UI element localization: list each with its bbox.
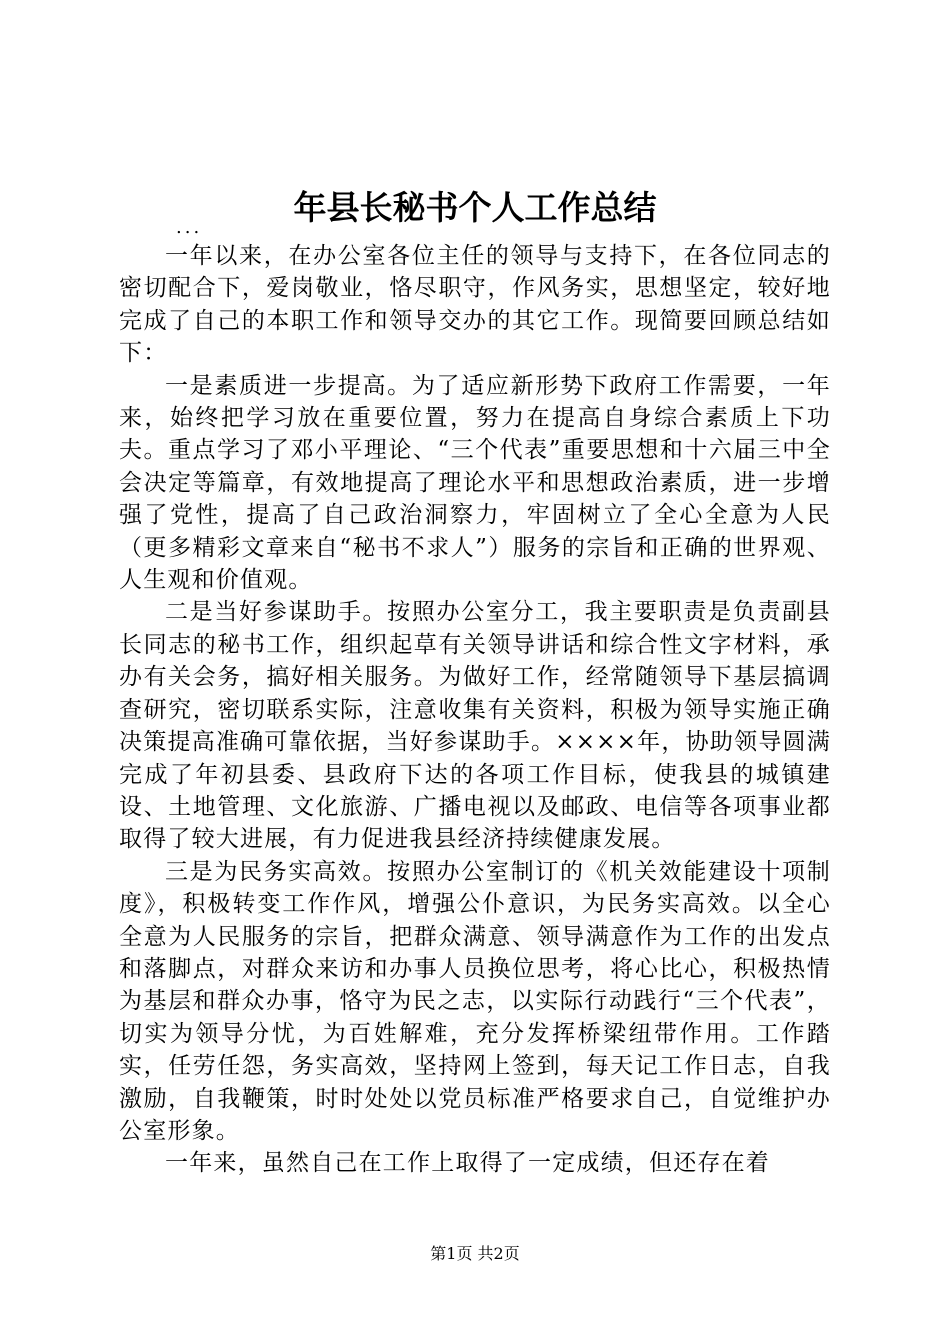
paragraph-intro: 一年以来，在办公室各位主任的领导与支持下，在各位同志的密切配合下，爱岗敬业，恪尽职守，作风务实，思想坚定，较好地完成了自己的本职工作和领导交办的其它工作。现简要回顾总结如下： [119,243,831,367]
paragraph-quality: 一是素质进一步提高。为了适应新形势下政府工作需要，一年来，始终把学习放在重要位置，努力在提高自身综合素质上下功夫。重点学习了邓小平理论、“三个代表”重要思想和十六届三中全会决定等篇章，有效地提高了理论水平和思想政治素质，进一步增强了党性，提高了自己政治洞察力，牢固树立了全心全意为人民（更多精彩文章来自“秘书不求人”）服务的宗旨和正确的世界观、人生观和价值观。 [119,372,831,594]
document-title: 年县长秘书个人工作总结 [293,188,657,227]
ellipsis-marker: ... [176,217,203,238]
paragraph-shortcomings: 一年来，虽然自己在工作上取得了一定成绩，但还存在着 [165,1150,770,1177]
page-number-footer: 第1页 共2页 [430,1244,520,1263]
paragraph-service: 三是为民务实高效。按照办公室制订的《机关效能建设十项制度》，积极转变工作作风，增强公仆意识，为民务实高效。以全心全意为人民服务的宗旨，把群众满意、领导满意作为工作的出发点和落脚点，对群众来访和办事人员换位思考，将心比心，积极热情为基层和群众办事，恪守为民之志，以实际行动践行“三个代表”，切实为领导分忧，为百姓解难，充分发挥桥梁纽带作用。工作踏实，任劳任怨，务实高效，坚持网上签到，每天记工作日志，自我激励，自我鞭策，时时处处以党员标准严格要求自己，自觉维护办公室形象。 [119,858,831,1144]
paragraph-advisor: 二是当好参谋助手。按照办公室分工，我主要职责是负责副县长同志的秘书工作，组织起草有关领导讲话和综合性文字材料，承办有关会务，搞好相关服务。为做好工作，经常随领导下基层搞调查研究，密切联系实际，注意收集有关资料，积极为领导实施正确决策提高准确可靠依据，当好参谋助手。××××年，协助领导圆满完成了年初县委、县政府下达的各项工作目标，使我县的城镇建设、土地管理、文化旅游、广播电视以及邮政、电信等各项事业都取得了较大进展，有力促进我县经济持续健康发展。 [119,599,831,853]
document-body [119,240,831,1180]
